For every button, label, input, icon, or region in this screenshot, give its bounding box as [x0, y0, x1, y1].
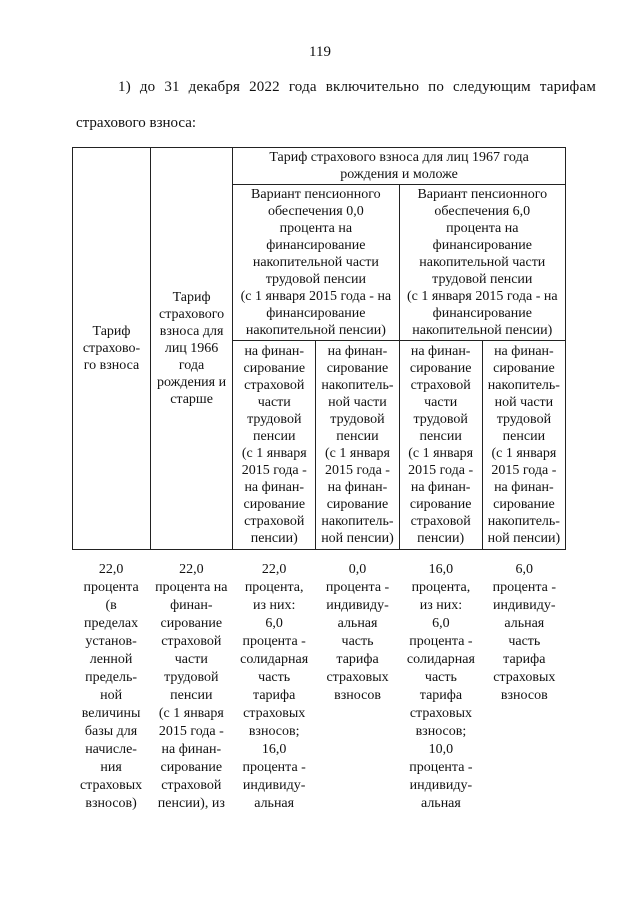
header-insurance-part-a: на финан- сирование страховой части трудовой пенсии (с 1 января 2015 года - на финан- сирование страховой пенсии)	[233, 341, 316, 550]
intro-line-2: страхового взноса:	[76, 115, 197, 131]
tariff-header-table	[72, 147, 566, 550]
header-funded-part-a: на финан- сирование накопитель- ной части трудовой пенсии (с 1 января 2015 года - на финан- сирование накопитель- ной пенсии)	[316, 341, 399, 550]
page-number: 119	[309, 44, 331, 60]
header-tariff-1966: Тариф страхового взноса для лиц 1966 года рождения и старше	[151, 148, 233, 550]
value-variant6-funded: 6,0 процента - индивиду- альная часть тарифа страховых взносов	[492, 562, 556, 703]
value-variant6-insurance: 16,0 процента, из них: 6,0 процента - солидарная часть тарифа страховых взносов; 10,0 процента - индивиду- альная	[406, 562, 475, 811]
value-variant0-funded: 0,0 процента - индивиду- альная часть тарифа страховых взносов	[325, 562, 390, 703]
header-variant-6: Вариант пенсионного обеспечения 6,0 процента на финансирование накопительной части трудовой пенсии (с 1 января 2015 года - на финансирование накопительной пенсии)	[399, 185, 565, 341]
header-insurance-part-b: на финан- сирование страховой части трудовой пенсии (с 1 января 2015 года - на финан- сирование страховой пенсии)	[399, 341, 482, 550]
value-tariff-1966: 22,0 процента на финан- сирование страховой части трудовой пенсии (с 1 января 2015 года - на финан- сирование страховой пенсии), из	[155, 562, 228, 811]
header-variant-0: Вариант пенсионного обеспечения 0,0 процента на финансирование накопительной части трудовой пенсии (с 1 января 2015 года - на финансирование накопительной пенсии)	[233, 185, 399, 341]
header-funded-part-b: на финан- сирование накопитель- ной части трудовой пенсии (с 1 января 2015 года - на финан- сирование накопитель- ной пенсии)	[482, 341, 565, 550]
value-variant0-insurance: 22,0 процента, из них: 6,0 процента - солидарная часть тарифа страховых взносов; 16,0 процента - индивиду- альная	[240, 562, 309, 811]
header-tariff: Тариф страхово- го взноса	[73, 148, 151, 550]
intro-line-1: 1) до 31 декабря 2022 года включительно по следующим тарифам	[118, 79, 597, 95]
value-tariff: 22,0 процента (в пределах установ- ленной предель- ной величины базы для начисле- ния страховых взносов)	[79, 562, 143, 811]
tariff-values-table	[72, 561, 566, 813]
header-tariff-1967: Тариф страхового взноса для лиц 1967 года рождения и моложе	[233, 148, 566, 185]
